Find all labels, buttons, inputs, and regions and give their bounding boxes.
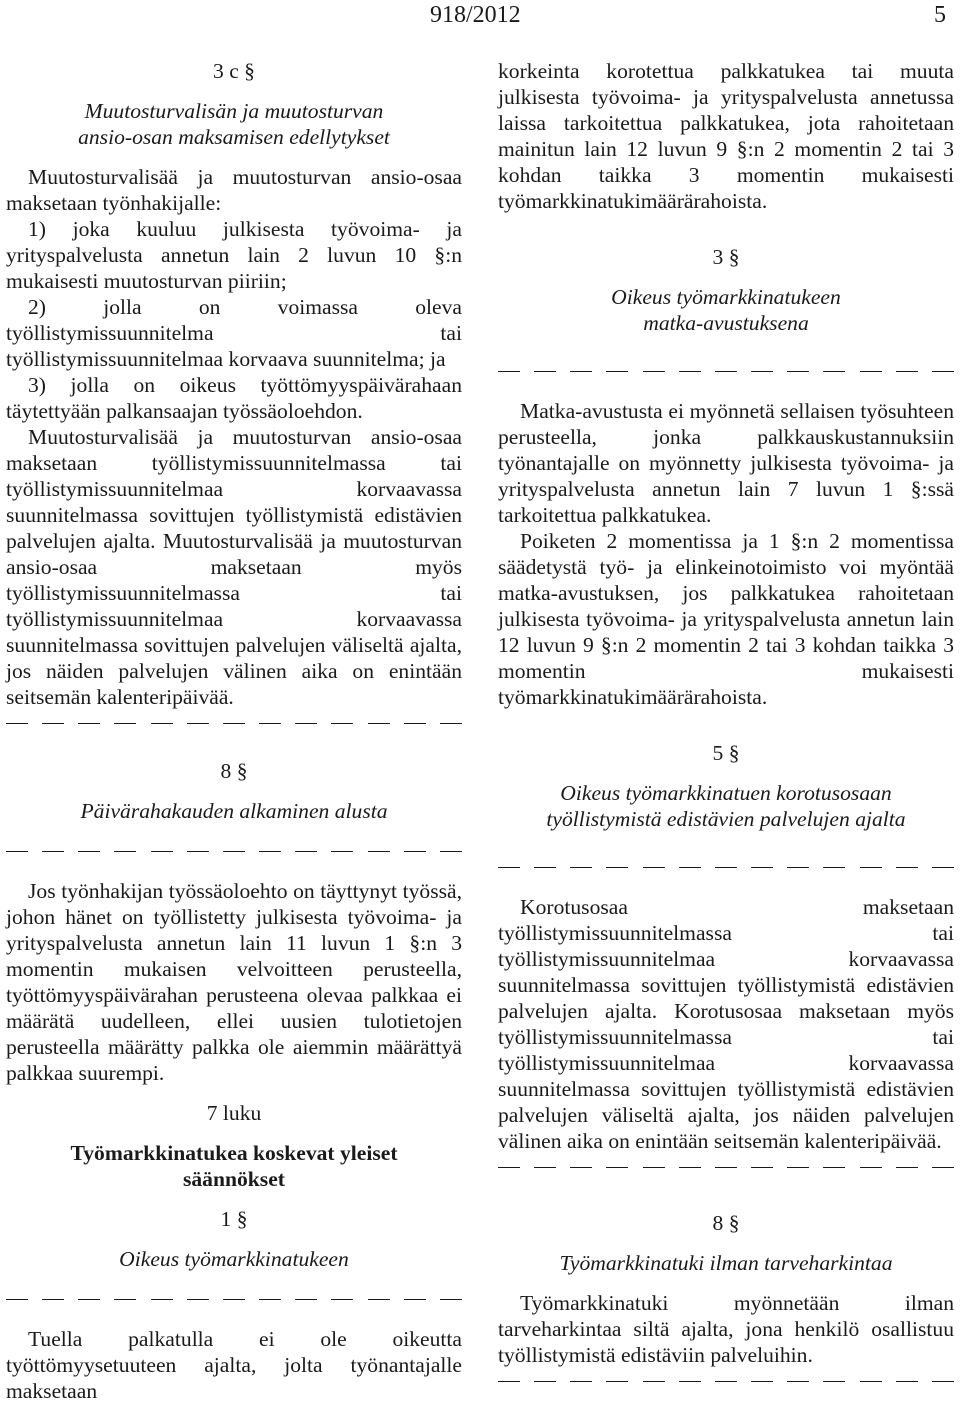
section-title: Oikeus työmarkkinatukeen	[611, 285, 841, 309]
paragraph: Työmarkkinatuki myönnetään ilman tarveharkintaa siltä ajalta, jona henkilö osallistuu työllistymistä edistäviin palveluihin.	[498, 1291, 954, 1367]
publication-number: 918/2012	[430, 2, 521, 28]
paragraph: Matka-avustusta ei myönnetä sellaisen työsuhteen perusteella, jonka palkkauskustannuksiin työnantajalle on myönnetty julkisesta työvoima- ja yrityspalvelusta annetun lain 7 luvun 1 §:ssä tarkoitettua palkkatukea.	[498, 399, 954, 527]
section-title: Työmarkkinatuki ilman tarveharkintaa	[559, 1251, 893, 1275]
page-number: 5	[934, 2, 946, 28]
section-number: 8 §	[712, 1211, 740, 1235]
section-title: matka-avustuksena	[643, 311, 809, 335]
paragraph: Poiketen 2 momentissa ja 1 §:n 2 momentissa säädetystä työ- ja elinkeinotoimisto voi myöntää matka-avustuksen, jos palkkatukea rahoitetaan julkisesta työvoima- ja yrityspalvelusta annetun lain 12 luvun 9 §:n 2 momentin 2 tai 3 kohdan taikka 3 momentin mukaisesti työmarkkinatukimäärärahoista.	[498, 529, 954, 709]
omission-line	[498, 1368, 954, 1394]
omission-line	[6, 710, 462, 736]
paragraph: Muutosturvalisää ja muutosturvan ansio-osaa maksetaan työnhakijalle:	[6, 165, 462, 215]
omission-line	[498, 854, 954, 880]
section-title: Oikeus työmarkkinatuen korotusosaan	[560, 781, 892, 805]
section-title: Oikeus työmarkkinatukeen	[119, 1247, 349, 1271]
chapter-title: Työmarkkinatukea koskevat yleiset	[70, 1141, 398, 1165]
paragraph: korkeinta korotettua palkkatukea tai muuta julkisesta työvoima- ja yrityspalvelusta annetussa laissa tarkoitettua palkkatukea, jota rahoitetaan mainitun lain 12 luvun 9 §:n 2 momentin 2 tai 3 kohdan taikka 3 momentin mukaisesti työmarkkinatukimäärärahoista.	[498, 59, 954, 213]
paragraph: Tuella palkatulla ei ole oikeutta työttömyysetuuteen ajalta, jolta työnantajalle maksetaan	[6, 1327, 462, 1403]
section-number: 3 c §	[213, 59, 255, 83]
paragraph: Korotusosaa maksetaan työllistymissuunnitelmassa tai työllistymissuunnitelmaa korvaavassa suunnitelmassa sovittujen työllistymistä edistävien palvelujen ajalta. Korotusosaa maksetaan myös työllistymissuunnitelmassa tai työllistymissuunnitelmaa korvaavassa suunnitelmassa sovittujen työllistymistä edistävien palvelujen väliseltä ajalta, jos näiden palvelujen välinen aika on enintään seitsemän kalenteripäivää.	[498, 895, 954, 1153]
omission-line	[498, 1154, 954, 1180]
page-header	[0, 0, 960, 30]
section-number: 8 §	[220, 759, 248, 783]
list-item: 2) jolla on voimassa oleva työllistymissuunnitelma tai työllistymissuunnitelmaa korvaava suunnitelma; ja	[6, 295, 462, 371]
chapter-number: 7 luku	[206, 1101, 262, 1125]
chapter-title: säännökset	[182, 1167, 285, 1191]
list-item: 3) jolla on oikeus työttömyyspäivärahaan täytettyään palkansaajan työssäoloehdon.	[6, 373, 462, 423]
list-item: 1) joka kuuluu julkisesta työvoima- ja yrityspalvelusta annetun lain 2 luvun 10 §:n mukaisesti muutosturvan piiriin;	[6, 217, 462, 293]
omission-line	[6, 838, 462, 864]
omission-line	[6, 1286, 462, 1312]
section-number: 5 §	[712, 741, 740, 765]
section-title: Muutosturvalisän ja muutosturvan	[84, 99, 384, 123]
section-title: työllistymistä edistävien palvelujen ajalta	[546, 807, 906, 831]
section-title: ansio-osan maksamisen edellytykset	[78, 125, 390, 149]
paragraph: Muutosturvalisää ja muutosturvan ansio-osaa maksetaan työllistymissuunnitelmassa tai työllistymissuunnitelmaa korvaavassa suunnitelmassa sovittujen työllistymistä edistävien palvelujen ajalta. Muutosturvalisää ja muutosturvan ansio-osaa maksetaan myös työllistymissuunnitelmassa tai työllistymissuunnitelmaa korvaavassa suunnitelmassa sovittujen palvelujen väliseltä ajalta, jos näiden palvelujen välinen aika on enintään seitsemän kalenteripäivää.	[6, 425, 462, 709]
left-column	[6, 58, 462, 1404]
paragraph: Jos työnhakijan työssäoloehto on täyttynyt työssä, johon hänet on työllistetty julkisesta työvoima- ja yrityspalvelusta annetun lain 11 luvun 1 §:n 3 momentin mukaisen velvoitteen perusteella, työttömyyspäivärahan perusteena olevaa palkkaa ei määrätä uudelleen, ellei uusien tulotietojen perusteella määrätty palkka ole aiemmin määrättyä palkkaa suurempi.	[6, 879, 462, 1085]
right-column	[498, 58, 954, 1394]
section-number: 1 §	[220, 1207, 248, 1231]
omission-line	[498, 358, 954, 384]
section-number: 3 §	[712, 245, 740, 269]
section-title: Päivärahakauden alkaminen alusta	[80, 799, 388, 823]
